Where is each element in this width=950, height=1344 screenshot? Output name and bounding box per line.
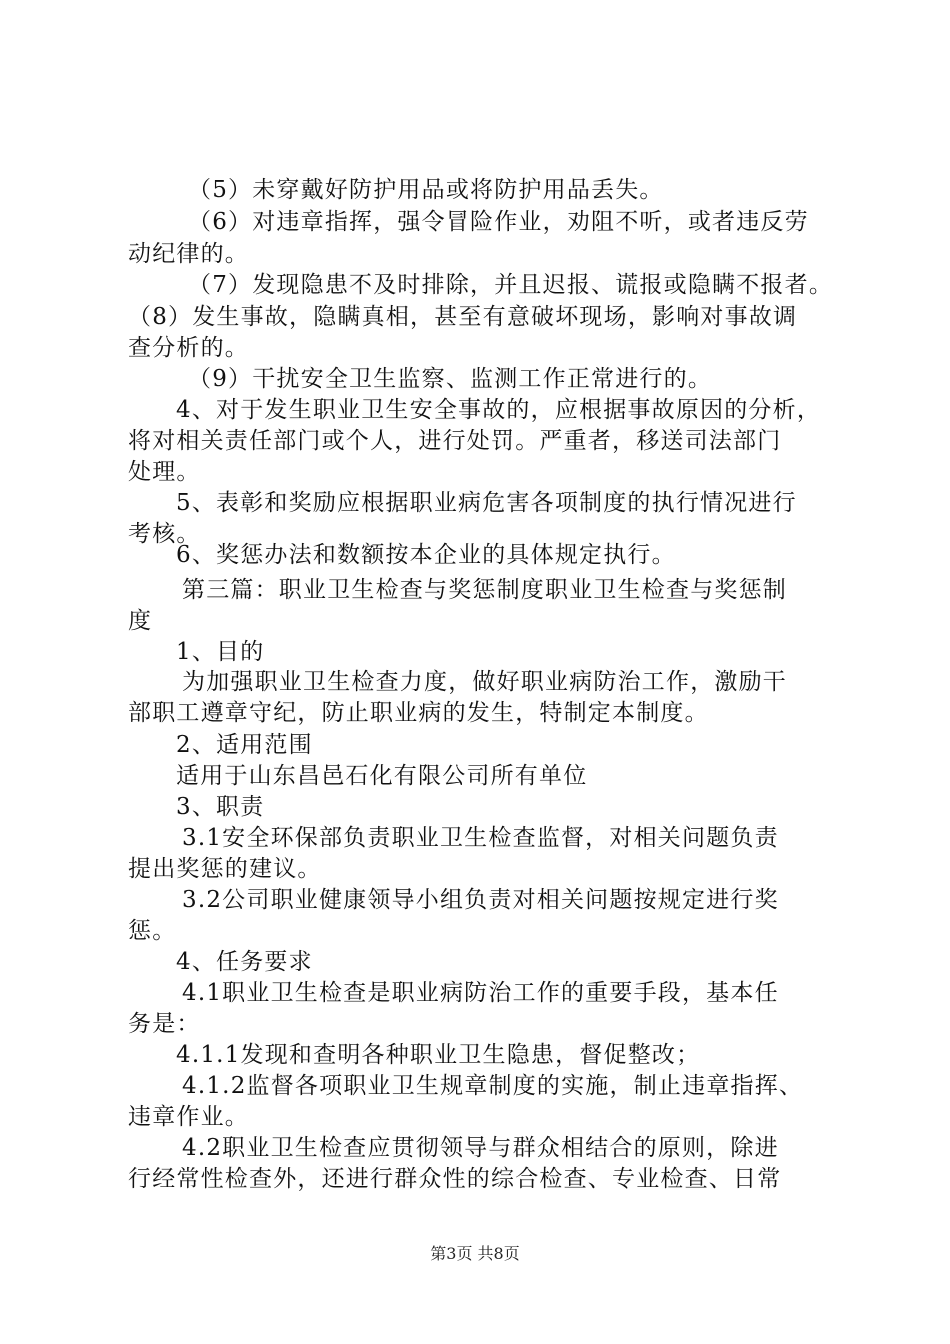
- text-line: 4.2职业卫生检查应贯彻领导与群众相结合的原则，除进: [182, 1135, 779, 1161]
- text-line: （5）未穿戴好防护用品或将防护用品丢失。: [188, 177, 664, 203]
- text-line: 违章作业。: [128, 1104, 249, 1130]
- text-line: 4、任务要求: [176, 949, 313, 975]
- text-line: 适用于山东昌邑石化有限公司所有单位: [176, 763, 588, 789]
- text-line: 3.1安全环保部负责职业卫生检查监督，对相关问题负责: [182, 825, 779, 851]
- page-number-footer: 第3页 共8页: [430, 1244, 520, 1263]
- text-line: 处理。: [128, 459, 201, 485]
- text-line: 惩。: [128, 918, 177, 944]
- text-line: 行经常性检查外，还进行群众性的综合检查、专业检查、日常: [128, 1166, 782, 1192]
- text-line: （9）干扰安全卫生监察、监测工作正常进行的。: [188, 366, 713, 392]
- text-line: 为加强职业卫生检查力度，做好职业病防治工作，激励干: [182, 669, 787, 695]
- text-line: 动纪律的。: [128, 241, 249, 267]
- text-line: 考核。: [128, 521, 201, 547]
- text-line: 3、职责: [176, 794, 265, 820]
- text-line: （7）发现隐患不及时排除，并且迟报、谎报或隐瞒不报者。: [188, 272, 834, 298]
- text-line: 查分析的。: [128, 335, 249, 361]
- text-line: 部职工遵章守纪，防止职业病的发生，特制定本制度。: [128, 700, 709, 726]
- text-line: 提出奖惩的建议。: [128, 856, 322, 882]
- text-line: 5、表彰和奖励应根据职业病危害各项制度的执行情况进行: [176, 490, 797, 516]
- text-line: 将对相关责任部门或个人，进行处罚。严重者，移送司法部门: [128, 428, 782, 454]
- text-line: 6、奖惩办法和数额按本企业的具体规定执行。: [176, 542, 676, 568]
- text-line: 2、适用范围: [176, 732, 313, 758]
- text-line: 3.2公司职业健康领导小组负责对相关问题按规定进行奖: [182, 887, 779, 913]
- text-line: 4.1.1发现和查明各种职业卫生隐患，督促整改；: [176, 1042, 701, 1068]
- text-line: 务是：: [128, 1011, 201, 1037]
- text-line: 4.1职业卫生检查是职业病防治工作的重要手段，基本任: [182, 980, 779, 1006]
- text-line: 4.1.2监督各项职业卫生规章制度的实施，制止违章指挥、: [182, 1073, 804, 1099]
- text-line: 度: [128, 608, 153, 634]
- text-line: 1、目的: [176, 639, 265, 665]
- text-line: （8）发生事故，隐瞒真相，甚至有意破坏现场，影响对事故调: [128, 304, 798, 330]
- section-heading: 第三篇：职业卫生检查与奖惩制度职业卫生检查与奖惩制: [182, 577, 787, 603]
- text-line: （6）对违章指挥，强令冒险作业，劝阻不听，或者违反劳: [188, 209, 809, 235]
- text-line: 4、对于发生职业卫生安全事故的，应根据事故原因的分析，: [176, 397, 822, 423]
